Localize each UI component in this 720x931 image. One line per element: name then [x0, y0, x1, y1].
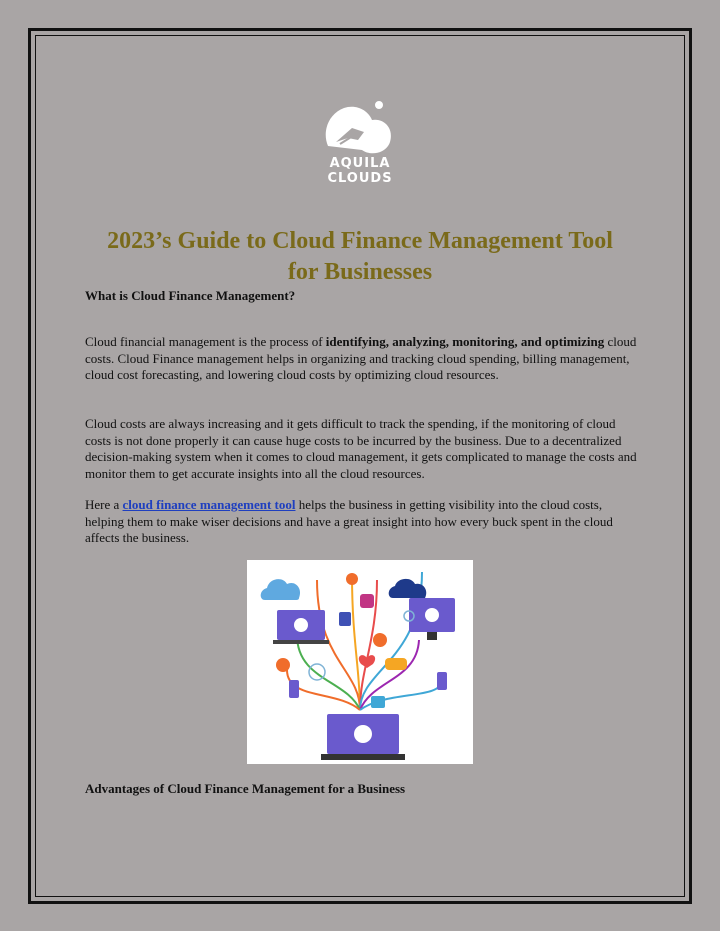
paragraph-tool [85, 497, 640, 547]
paragraph-definition-bold: identifying, analyzing, monitoring, and optimizing [325, 334, 605, 349]
paragraph-definition [85, 334, 640, 384]
cloud-network-illustration [247, 560, 473, 764]
title-line-2: for Businesses [287, 259, 433, 285]
title-line-1: 2023’s Guide to Cloud Finance Management Tool [107, 228, 613, 254]
logo-line-1: AQUILA [329, 156, 391, 171]
section-heading-advantages: Advantages of Cloud Finance Management for a Business [85, 781, 406, 796]
logo-line-2: CLOUDS [327, 170, 393, 186]
logo-wordmark [300, 157, 420, 186]
section-heading-what-is: What is Cloud Finance Management? [85, 288, 296, 303]
paragraph-costs: Cloud costs are always increasing and it gets difficult to track the spending, if the monitoring of cloud costs is not done properly it can cause huge costs to be incurred by the business. Due to a decentralized decision-making system when it comes to cloud management, it gets complicated to manage the costs and monitor them to get accurate insights into all the cloud resources. [85, 416, 637, 481]
cloud-finance-tool-link[interactable]: cloud finance management tool [122, 497, 296, 512]
paragraph-tool-pre: Here a [85, 497, 123, 512]
illustration-graphic [247, 560, 473, 764]
page-title [60, 226, 660, 288]
paragraph-tool-post: helps the business in getting visibility into the cloud costs, helping them to make wiser decisions and have a great insight into how every buck spent in the cloud affects the business. [85, 497, 613, 545]
paragraph-definition-pre: Cloud financial management is the process of [85, 334, 326, 349]
paragraph-definition-post: cloud costs. Cloud Finance management helps in organizing and tracking cloud spending, billing management, cloud cost forecasting, and lowering cloud costs by optimizing cloud resources. [85, 334, 637, 382]
